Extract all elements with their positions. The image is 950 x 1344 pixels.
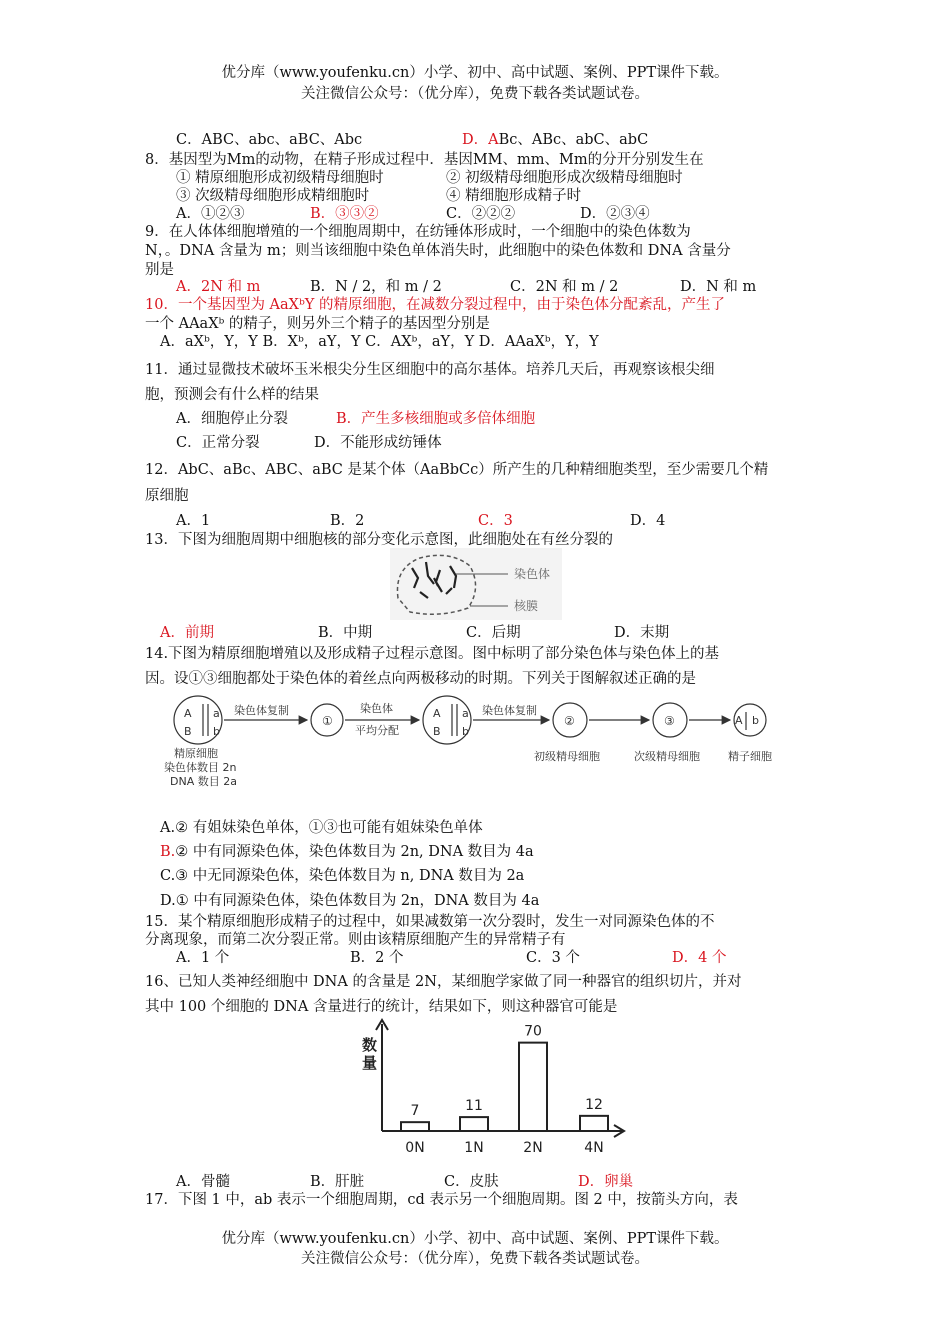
q8-option-d: D．②③④ <box>580 206 650 222</box>
footer-line-2: 关注微信公众号：（优分库），免费下载各类试题试卷。 <box>301 1251 649 1267</box>
q11-option-a: A．细胞停止分裂 <box>176 411 288 427</box>
bar-0N <box>401 1122 429 1131</box>
bar-2N <box>519 1043 547 1131</box>
arrow-label-even-distribution: 平均分配 <box>355 724 399 737</box>
spermatogenesis-diagram <box>160 690 790 790</box>
q15-option-b: B．2 个 <box>350 950 404 966</box>
gene-b-1: b <box>213 725 220 738</box>
chromosome-label: 染色体 <box>514 567 551 581</box>
q9-option-a: A．2N 和 m <box>176 279 261 295</box>
nuclear-membrane-label: 核膜 <box>514 599 539 613</box>
q8-option-c: C．②②② <box>446 206 516 222</box>
q16-line-2: 其中 100 个细胞的 DNA 含量进行的统计，结果如下，则这种器官可能是 <box>145 999 618 1015</box>
value-label-0N: 7 <box>410 1103 420 1120</box>
dna-content-chart <box>350 1018 635 1166</box>
q12-line-1: 12．AbC、aBc、ABC、aBC 是某个体（AaBbCc）所产生的几种精细胞类型，至少需要几个精 <box>145 462 769 478</box>
arrow-label-chromosome: 染色体 <box>360 702 393 715</box>
q7-option-d: D．ABc、ABc、abC、abC <box>462 132 649 148</box>
q15-option-c: C．3 个 <box>526 950 580 966</box>
q16-option-c: C．皮肤 <box>444 1174 499 1190</box>
gene-B-1: B <box>184 725 192 738</box>
q13-stem: 13．下图为细胞周期中细胞核的部分变化示意图，此细胞处在有丝分裂的 <box>145 532 613 548</box>
bar-4N <box>580 1116 608 1131</box>
q15-line-1: 15．某个精原细胞形成精子的过程中，如果减数第一次分裂时，发生一对同源染色体的不 <box>145 914 715 930</box>
q8-stem: 8．基因型为Mm的动物，在精子形成过程中．基因MM、mm、Mm的分开分别发生在 <box>145 152 704 168</box>
q16-option-b: B．肝脏 <box>310 1174 365 1190</box>
label-chromosome-number: 染色体数目 2n <box>164 761 237 774</box>
q8-statement-4: ④ 精细胞形成精子时 <box>446 188 582 204</box>
q12-option-b: B．2 <box>330 513 365 529</box>
q14-line-1: 14.下图为精原细胞增殖以及形成精子过程示意图。图中标明了部分染色体与染色体上的基 <box>145 646 720 662</box>
q8-option-a: A．①②③ <box>176 206 245 222</box>
value-label-4N: 12 <box>585 1096 603 1113</box>
q12-line-2: 原细胞 <box>145 488 189 504</box>
q11-option-b: B．产生多核细胞或多倍体细胞 <box>336 411 536 427</box>
cell-1-label: ① <box>322 714 333 728</box>
q8-statement-2: ② 初级精母细胞形成次级精母细胞时 <box>446 170 683 186</box>
arrow-label-replication-1: 染色体复制 <box>234 704 289 717</box>
q9-line-1: 9．在人体体细胞增殖的一个细胞周期中，在纺锤体形成时，一个细胞中的染色体数为 <box>145 224 691 240</box>
label-primary-spermatocyte: 初级精母细胞 <box>534 750 600 763</box>
q13-option-a: A．前期 <box>160 625 214 641</box>
q17-line-1: 17．下图 1 中，ab 表示一个细胞周期，cd 表示另一个细胞周期。图 2 中，按箭头方向，表 <box>145 1192 738 1208</box>
gene-b-2: b <box>462 725 469 738</box>
q10-line-1: 10．一个基因型为 AaXᵇY 的精原细胞，在减数分裂过程中，由于染色体分配紊乱，产生了 <box>145 297 725 313</box>
category-label-4N: 4N <box>584 1140 604 1156</box>
q12-option-c: C．3 <box>478 513 513 529</box>
q11-option-c: C．正常分裂 <box>176 435 260 451</box>
gene-A-1: A <box>184 707 192 720</box>
q11-option-d: D．不能形成纺锤体 <box>314 435 442 451</box>
footer-line-1: 优分库（www.youfenku.cn）小学、初中、高中试题、案例、PPT课件下载。 <box>221 1231 729 1247</box>
q13-option-c: C．后期 <box>466 625 521 641</box>
arrow-label-replication-2: 染色体复制 <box>482 704 537 717</box>
value-label-2N: 70 <box>524 1023 542 1040</box>
y-axis-label-char-2: 量 <box>362 1054 378 1072</box>
gene-B-2: B <box>433 725 441 738</box>
q14-option-b: B.② 中有同源染色体，染色体数目为 2n, DNA 数目为 4a <box>160 844 534 860</box>
label-spermatogonium: 精原细胞 <box>174 747 218 760</box>
q10-options: A．aXᵇ，Y，Y B．Xᵇ，aY，Y C．AXᵇ，aY，Y D．AAaXᵇ，Y，Y <box>160 334 599 350</box>
q14-answer-b: B. <box>160 844 176 860</box>
label-secondary-spermatocyte: 次级精母细胞 <box>634 750 700 763</box>
q9-option-b: B．N / 2，和 m / 2 <box>310 279 442 295</box>
gene-A-2: A <box>433 707 441 720</box>
cell-2-label: ② <box>564 714 575 728</box>
q16-option-a: A．骨髓 <box>176 1174 230 1190</box>
q14-option-c: C.③ 中无同源染色体，染色体数目为 n, DNA 数目为 2a <box>160 868 525 884</box>
q12-option-d: D．4 <box>630 513 666 529</box>
q7-option-c: C．ABC、abc、aBC、Abc <box>176 132 363 148</box>
q8-statement-3: ③ 次级精母细胞形成精细胞时 <box>176 188 370 204</box>
value-label-1N: 11 <box>465 1098 483 1115</box>
header-line-2: 关注微信公众号：（优分库），免费下载各类试题试卷。 <box>301 86 649 102</box>
q8-statement-1: ① 精原细胞形成初级精母细胞时 <box>176 170 384 186</box>
q9-option-c: C．2N 和 m / 2 <box>510 279 619 295</box>
q14-option-a: A.② 有姐妹染色单体，①③也可能有姐妹染色单体 <box>160 820 483 836</box>
q13-option-b: B．中期 <box>318 625 373 641</box>
cell-3-label: ③ <box>664 714 675 728</box>
category-label-1N: 1N <box>464 1140 484 1156</box>
q14-option-d: D.① 中有同源染色体，染色体数目为 2n，DNA 数目为 4a <box>160 893 540 909</box>
q16-line-1: 16、已知人类神经细胞中 DNA 的含量是 2N，某细胞学家做了同一种器官的组织切片，并对 <box>145 974 742 990</box>
q16-option-d: D．卵巢 <box>578 1174 634 1190</box>
gene-A-3: A <box>735 714 743 727</box>
q15-option-d: D．4 个 <box>672 950 727 966</box>
label-spermatid: 精子细胞 <box>728 750 772 763</box>
header-line-1: 优分库（www.youfenku.cn）小学、初中、高中试题、案例、PPT课件下载。 <box>221 65 729 81</box>
category-label-2N: 2N <box>523 1140 543 1156</box>
q15-option-a: A．1 个 <box>176 950 230 966</box>
gene-a-2: a <box>462 707 469 720</box>
q10-line-2: 一个 AAaXᵇ 的精子，则另外三个精子的基因型分别是 <box>145 316 490 332</box>
gene-a-1: a <box>213 707 220 720</box>
nucleus-figure <box>390 548 562 620</box>
label-dna-number: DNA 数目 2a <box>170 775 237 788</box>
q8-option-b: B．③③② <box>310 206 379 222</box>
q9-option-d: D．N 和 m <box>680 279 757 295</box>
q11-line-2: 胞，预测会有什么样的结果 <box>145 387 319 403</box>
q9-line-3: 别是 <box>145 262 174 278</box>
q11-line-1: 11．通过显微技术破坏玉米根尖分生区细胞中的高尔基体。培养几天后，再观察该根尖细 <box>145 362 715 378</box>
q12-option-a: A．1 <box>176 513 211 529</box>
q13-option-d: D．末期 <box>614 625 670 641</box>
bar-1N <box>460 1117 488 1131</box>
q15-line-2: 分离现象，而第二次分裂正常。则由该精原细胞产生的异常精子有 <box>145 932 566 948</box>
q9-line-2: N，。DNA 含量为 m；则当该细胞中染色单体消失时，此细胞中的染色体数和 DNA 含量分 <box>145 243 731 259</box>
gene-b-3: b <box>752 714 759 727</box>
q14-line-2: 因。设①③细胞都处于染色体的着丝点向两极移动的时期。下列关于图解叙述正确的是 <box>145 671 696 687</box>
y-axis-label-char-1: 数 <box>362 1036 378 1054</box>
q7-answer-d: D．A <box>462 132 499 148</box>
category-label-0N: 0N <box>405 1140 425 1156</box>
